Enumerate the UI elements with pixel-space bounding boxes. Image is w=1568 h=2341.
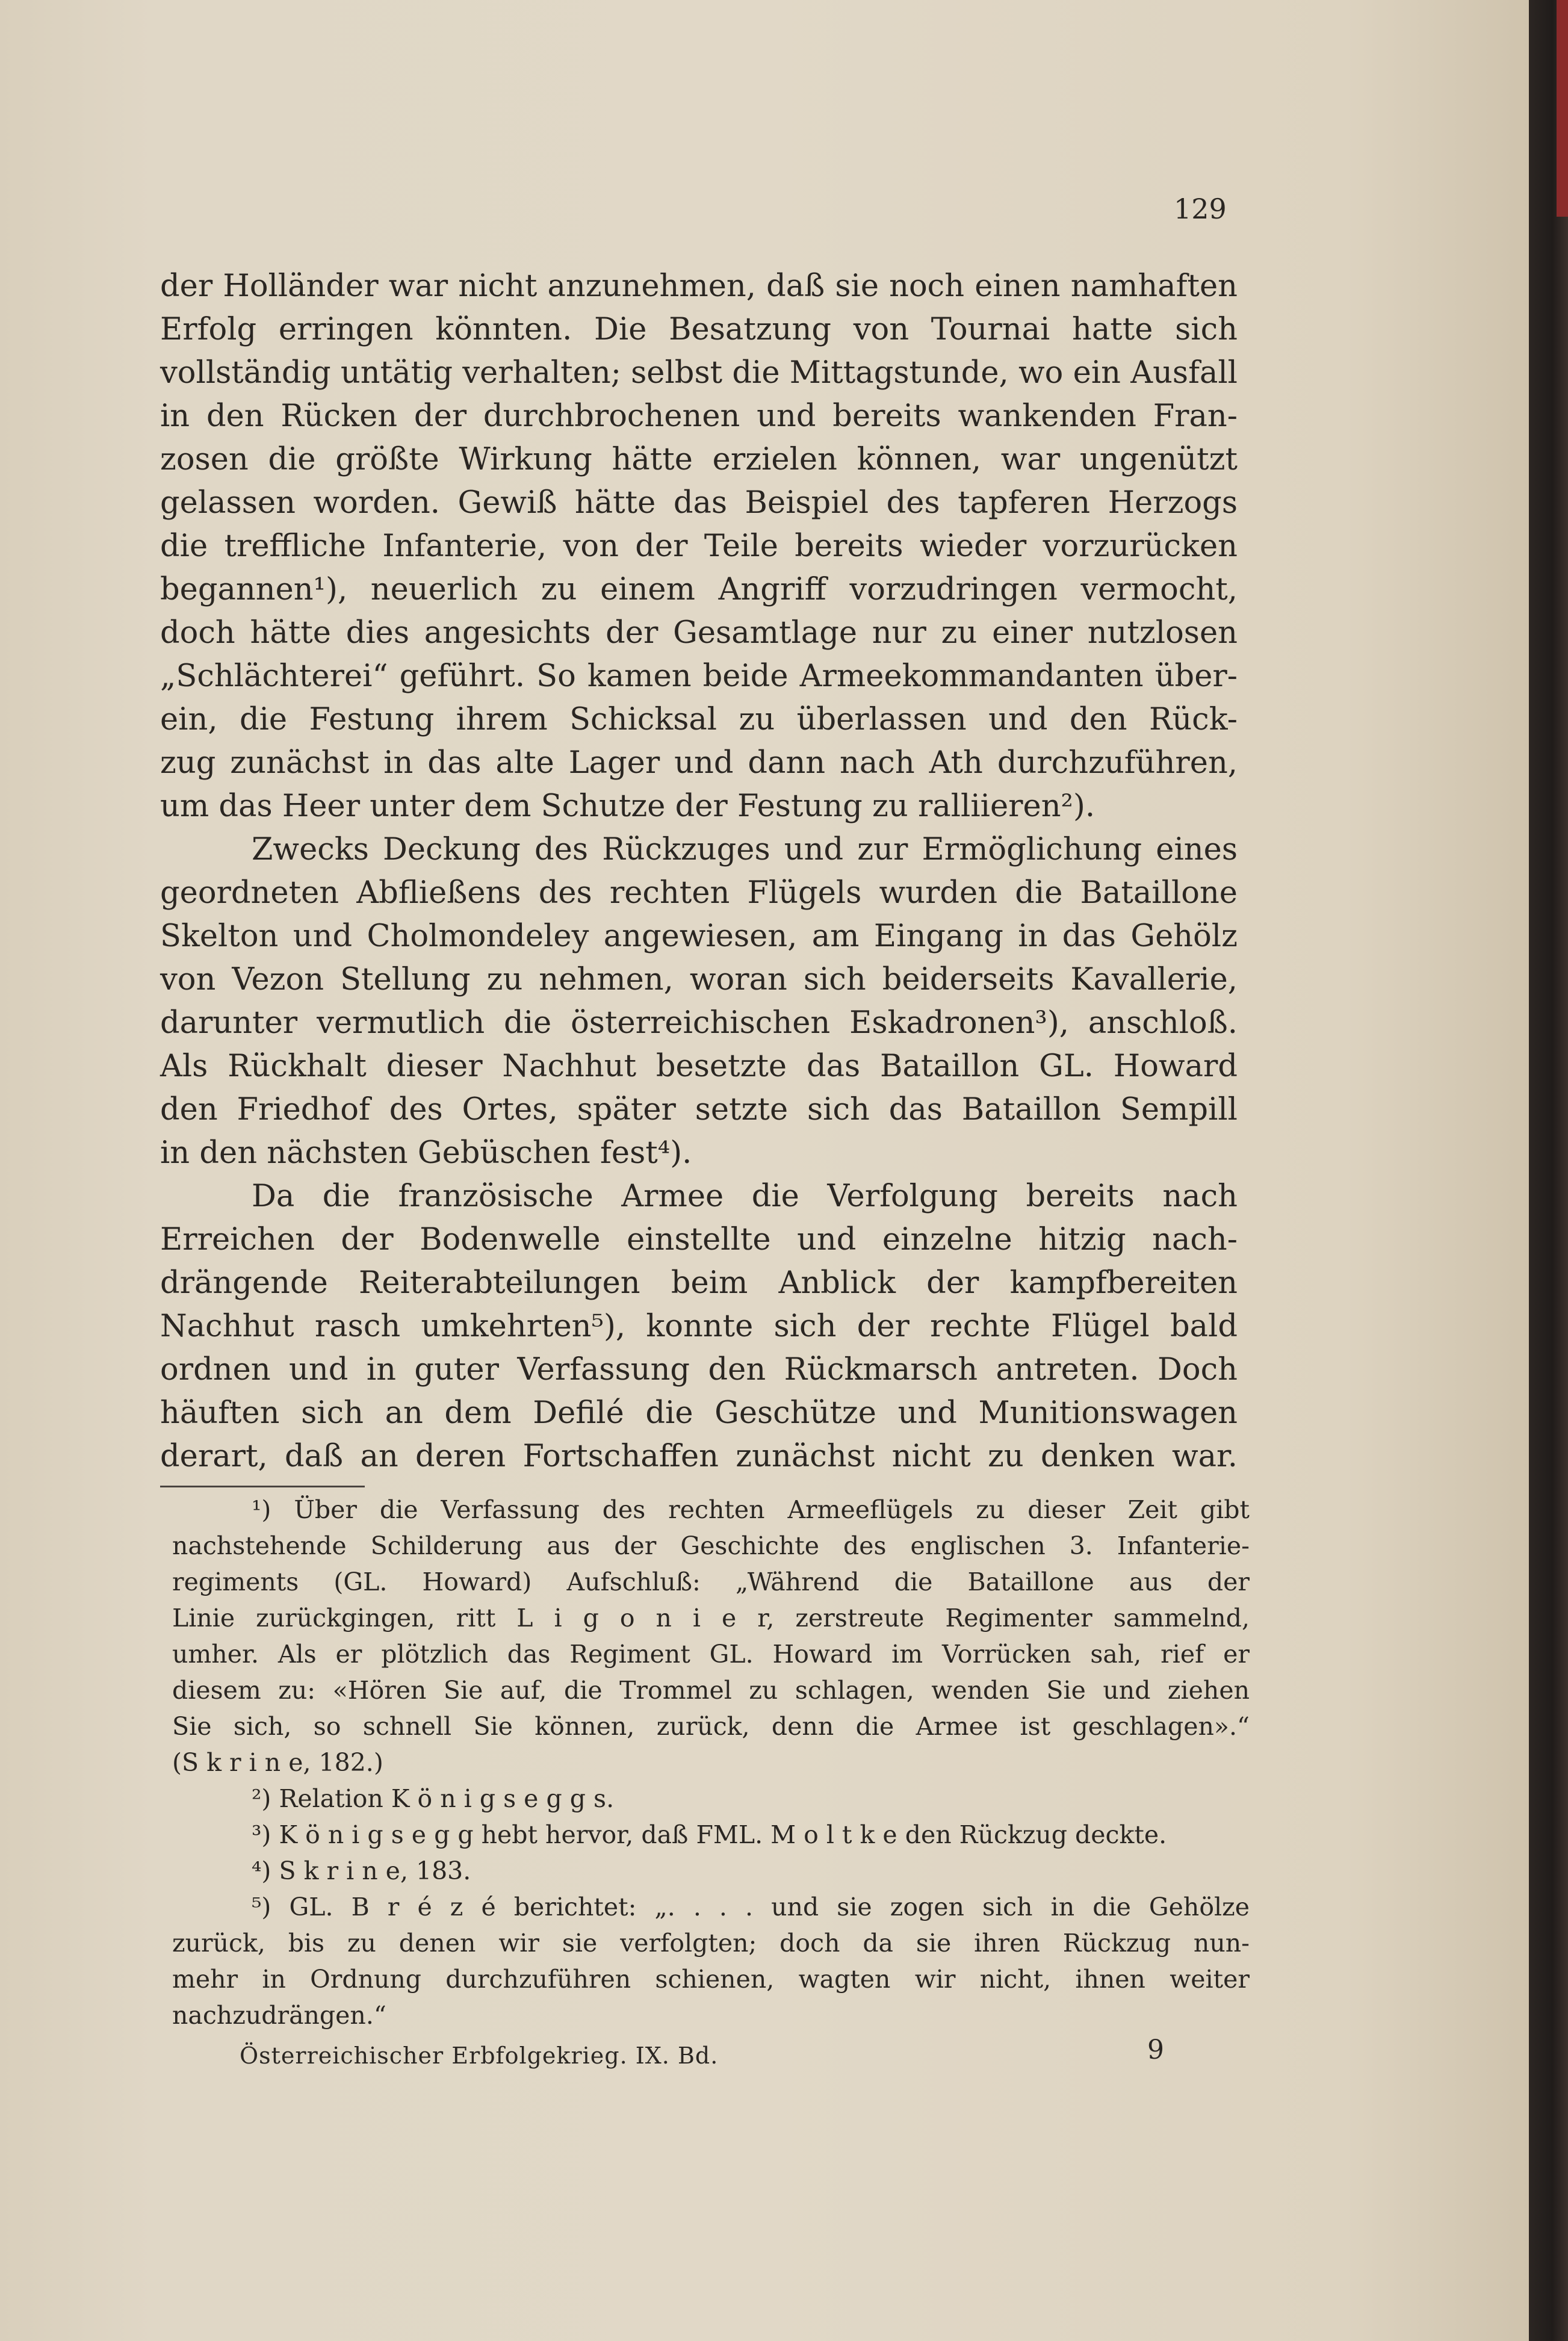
footnote-line: ⁵) GL. B r é z é berichtet: „. . . . und sie zogen sich in die Gehölze (252, 1893, 1250, 1921)
body-line: in den nächsten Gebüschen fest⁴). (160, 1135, 692, 1171)
body-line: gelassen worden. Gewiß hätte das Beispiel des tapferen Herzogs (160, 485, 1238, 521)
body-line: ordnen und in guter Verfassung den Rückmarsch antreten. Doch (160, 1352, 1238, 1388)
body-line: begannen¹), neuerlich zu einem Angriff vorzudringen vermocht, (160, 572, 1238, 607)
footnote-line: ¹) Über die Verfassung des rechten Armeeflügels zu dieser Zeit gibt (252, 1495, 1250, 1524)
body-line: Erfolg erringen könnten. Die Besatzung von Tournai hatte sich (160, 312, 1238, 347)
footnote-line: mehr in Ordnung durchzuführen schienen, wagten wir nicht, ihnen weiter (172, 1965, 1250, 1994)
footnote-line: Linie zurückgingen, ritt L i g o n i e r, zerstreute Regimenter sammelnd, (172, 1604, 1250, 1632)
body-line: Als Rückhalt dieser Nachhut besetzte das Bataillon GL. Howard (160, 1049, 1238, 1084)
body-line: den Friedhof des Ortes, später setzte sich das Bataillon Sempill (160, 1092, 1238, 1127)
body-line: häuften sich an dem Defilé die Geschütze und Munitionswagen (160, 1395, 1238, 1431)
body-line: zosen die größte Wirkung hätte erzielen können, war ungenützt (160, 442, 1238, 477)
footnote-line: ⁴) S k r i n e, 183. (252, 1856, 471, 1885)
bookmark-ribbon (1557, 0, 1568, 217)
body-line: zug zunächst in das alte Lager und dann nach Ath durchzuführen, (160, 745, 1238, 781)
body-line: in den Rücken der durchbrochenen und bereits wankenden Fran- (160, 398, 1238, 434)
body-line: Zwecks Deckung des Rückzuges und zur Ermöglichung eines (252, 832, 1238, 867)
footnote-line: ³) K ö n i g s e g g hebt hervor, daß FML. M o l t k e den Rückzug deckte. (252, 1820, 1167, 1849)
body-line: die treffliche Infanterie, von der Teile bereits wieder vorzurücken (160, 529, 1238, 564)
body-line: drängende Reiterabteilungen beim Anblick der kampfbereiten (160, 1265, 1238, 1301)
body-line: vollständig untätig verhalten; selbst die Mittagstunde, wo ein Ausfall (160, 355, 1238, 391)
body-line: Skelton und Cholmondeley angewiesen, am Eingang in das Gehölz (160, 919, 1238, 954)
footer-book-title: Österreichischer Erbfolgekrieg. IX. Bd. (240, 2042, 719, 2069)
body-line: „Schlächterei“ geführt. So kamen beide Armeekommandanten über- (160, 659, 1238, 694)
body-line: Da die französische Armee die Verfolgung bereits nach (252, 1179, 1238, 1214)
footnote-line: nachzudrängen.“ (172, 2001, 386, 2030)
footnote-line: nachstehende Schilderung aus der Geschichte des englischen 3. Infanterie- (172, 1531, 1250, 1560)
footnote-line: ²) Relation K ö n i g s e g g s. (252, 1784, 615, 1813)
body-line: von Vezon Stellung zu nehmen, woran sich beiderseits Kavallerie, (160, 962, 1238, 997)
footnote-line: Sie sich, so schnell Sie können, zurück, denn die Armee ist geschlagen».“ (172, 1712, 1250, 1741)
signature-mark: 9 (1147, 2035, 1164, 2065)
footnote-line: regiments (GL. Howard) Aufschluß: „Während die Bataillone aus der (172, 1567, 1250, 1596)
body-line: Nachhut rasch umkehrten⁵), konnte sich der rechte Flügel bald (160, 1309, 1238, 1344)
body-line: darunter vermutlich die österreichischen Eskadronen³), anschloß. (160, 1005, 1238, 1041)
body-line: derart, daß an deren Fortschaffen zunächst nicht zu denken war. (160, 1439, 1238, 1474)
body-line: Erreichen der Bodenwelle einstellte und einzelne hitzig nach- (160, 1222, 1238, 1257)
body-line: ein, die Festung ihrem Schicksal zu überlassen und den Rück- (160, 702, 1238, 737)
footnote-line: zurück, bis zu denen wir sie verfolgten; doch da sie ihren Rückzug nun- (172, 1929, 1250, 1958)
footnote-divider (160, 1486, 365, 1487)
footnote-line: (S k r i n e, 182.) (172, 1748, 383, 1777)
page-number: 129 (1174, 193, 1227, 225)
body-line: doch hätte dies angesichts der Gesamtlage nur zu einer nutzlosen (160, 615, 1238, 651)
footnote-line: diesem zu: «Hören Sie auf, die Trommel zu schlagen, wenden Sie und ziehen (172, 1676, 1250, 1705)
book-edge (1529, 0, 1568, 2341)
footnote-line: umher. Als er plötzlich das Regiment GL. Howard im Vorrücken sah, rief er (172, 1640, 1250, 1669)
body-line: geordneten Abfließens des rechten Flügels wurden die Bataillone (160, 875, 1238, 911)
body-line: um das Heer unter dem Schutze der Festung zu ralliieren²). (160, 789, 1095, 824)
body-line: der Holländer war nicht anzunehmen, daß sie noch einen namhaften (160, 268, 1238, 304)
